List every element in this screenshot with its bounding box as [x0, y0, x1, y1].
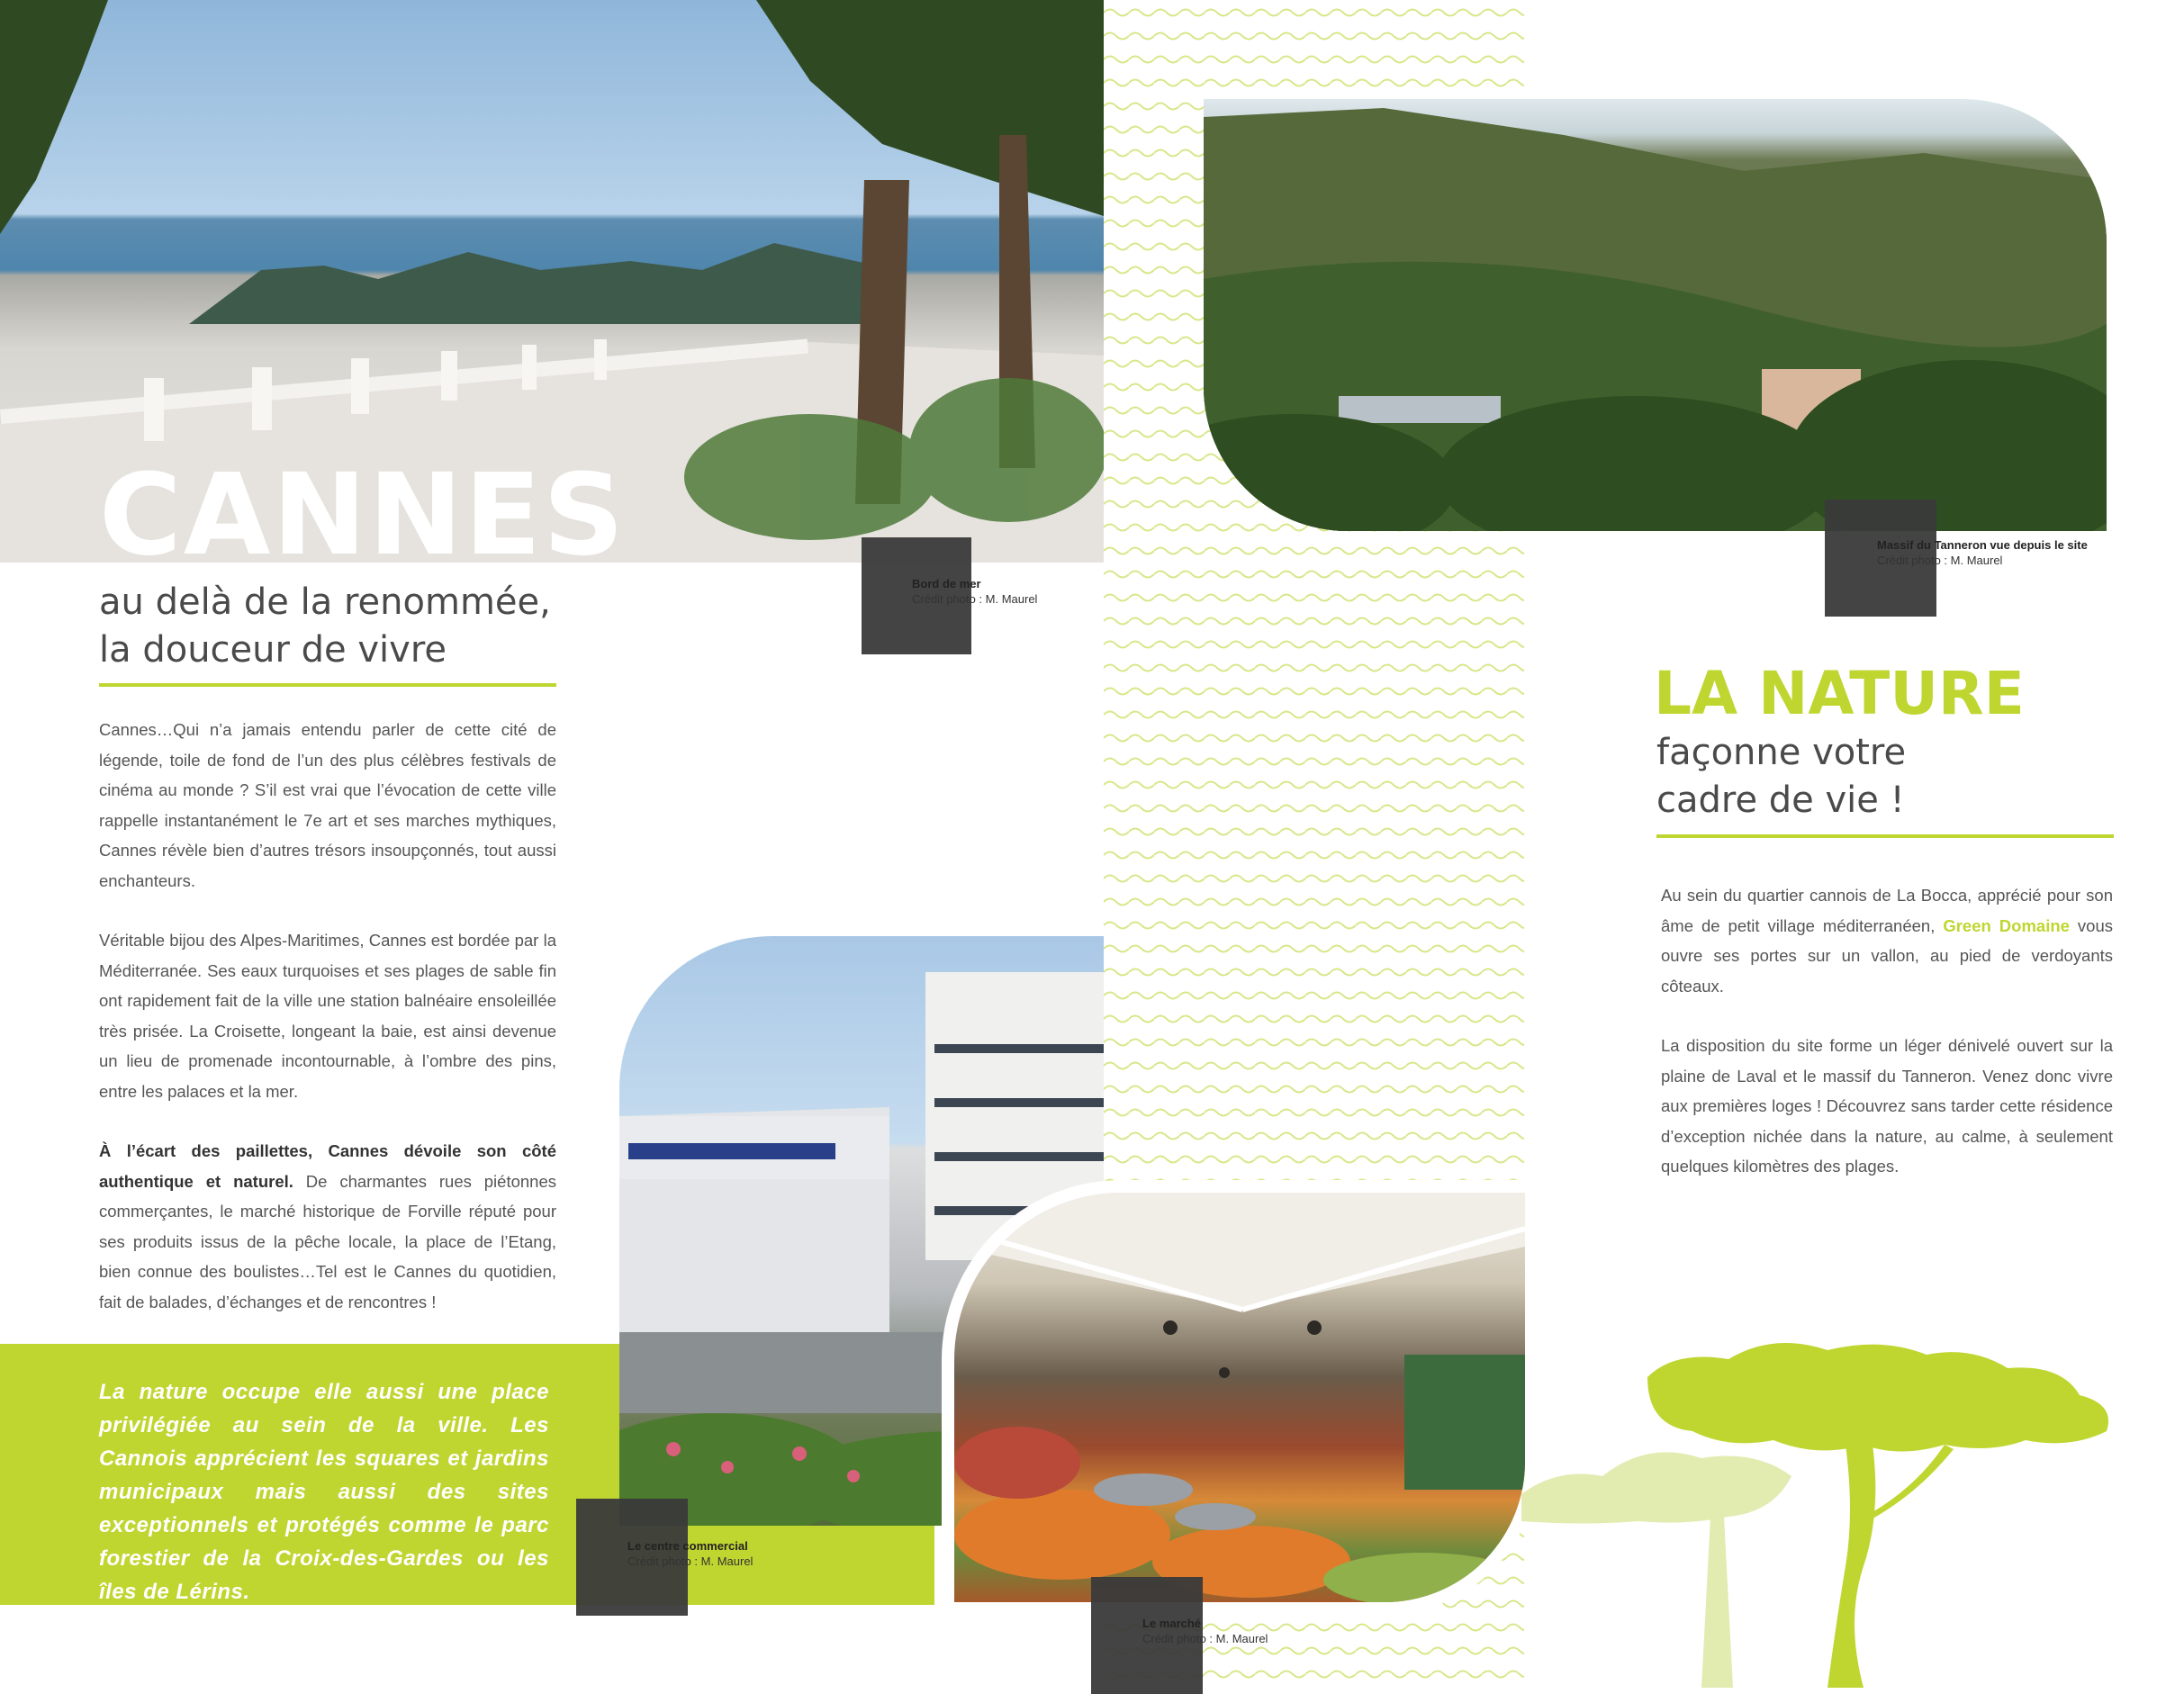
caption-title: Le centre commercial — [627, 1539, 748, 1553]
title-rule — [99, 683, 556, 687]
nature-subtitle-line-1: façonne votre — [1656, 732, 1907, 773]
intro-paragraph-2: Véritable bijou des Alpes-Maritimes, Cannes est bordée par la Méditerranée. Ses eaux turquoises et ses plages de sable fin ont rapidement fait de la ville une station balnéaire ensoleillée très prisée. La Croisette, longeant la baie, est ainsi devenue un lieu de promenade incontournable, à l’ombre des pins, entre les palaces et la mer. — [99, 931, 556, 1101]
photo-massif-du-tanneron — [1204, 99, 2107, 531]
page-subtitle — [99, 579, 567, 674]
intro-text — [99, 715, 556, 1347]
nature-quote: La nature occupe elle aussi une place privilégiée au sein de la ville. Les Cannois apprécient les squares et jardins municipaux mais aussi des sites exceptionnels et protégés comme le parc forestier de la Croix-des-Gardes ou les îles de Lérins. — [99, 1380, 549, 1604]
intro-bold-lead: À l’écart des paillettes, Cannes dévoile son côté authentique et naturel. — [99, 1141, 556, 1191]
nature-paragraph-2: La disposition du site forme un léger dénivelé ouvert sur la plaine de Laval et le massif du Tanneron. Venez donc vivre aux premières loges ! Découvrez sans tarder cette résidence d’exception nichée dans la nature, au calme, à seulement quelques kilomètres des plages. — [1661, 1036, 2113, 1176]
caption-market — [1142, 1616, 1268, 1646]
intro-paragraph-3-rest: De charmantes rues piétonnes commerçantes, le marché historique de Forville réputé pour ses produits issus de la pêche locale, la place de l’Etang, bien connue des boulistes…Tel est le Cannes du quotidien, fait de balades, d’échanges et de rencontres ! — [99, 1171, 556, 1311]
nature-title: LA NATURE — [1654, 659, 2025, 728]
caption-title: Massif du Tanneron vue depuis le site — [1877, 538, 2088, 552]
caption-credit: Crédit photo : M. Maurel — [1877, 554, 2003, 567]
caption-credit: Crédit photo : M. Maurel — [912, 592, 1038, 606]
subtitle-line-2: la douceur de vivre — [99, 629, 447, 671]
nature-p1-end: vous ouvre ses portes sur un vallon, au pied de verdoyants côteaux. — [1661, 915, 2113, 996]
intro-paragraph-3 — [99, 1136, 556, 1317]
nature-p1-start: Au sein du quartier cannois de La Bocca, apprécié pour son âme de petit village méditerranéen, — [1661, 886, 2113, 935]
brand-name: Green Domaine — [1943, 915, 2070, 935]
page-title: CANNES — [99, 459, 627, 563]
nature-subtitle — [1656, 729, 2125, 824]
nature-text — [1661, 880, 2113, 1212]
caption-title: Le marché — [1142, 1617, 1202, 1630]
caption-credit: Crédit photo : M. Maurel — [1142, 1632, 1268, 1645]
caption-title: Bord de mer — [912, 577, 981, 590]
caption-mall — [627, 1538, 753, 1569]
caption-mountain — [1877, 537, 2088, 568]
nature-subtitle-line-2: cadre de vie ! — [1656, 779, 1905, 821]
caption-credit: Crédit photo : M. Maurel — [627, 1554, 754, 1568]
intro-paragraph-1: Cannes…Qui n’a jamais entendu parler de cette cité de légende, toile de fond de l’un des plus célèbres festivals de cinéma au monde ? S’il est vrai que l’évocation de cette ville rappelle instantanément le 7e art et ses marches mythiques, Cannes révèle bien d’autres trésors insoupçonnés, tout aussi enchanteurs. — [99, 720, 556, 890]
nature-paragraph-1 — [1661, 880, 2113, 1001]
photo-marche — [942, 1180, 1538, 1615]
subtitle-line-1: au delà de la renommée, — [99, 581, 551, 623]
pine-tree-illustration — [1521, 1332, 2184, 1688]
nature-rule — [1656, 834, 2114, 838]
caption-sea — [912, 576, 1037, 607]
